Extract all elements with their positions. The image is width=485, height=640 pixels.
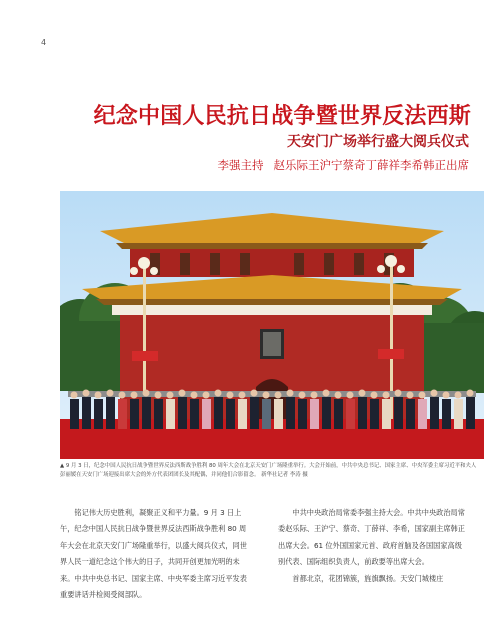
tiananmen-gate-photo [60, 191, 484, 459]
byline-host: 李强主持 [217, 158, 264, 172]
article-column-left [60, 505, 250, 603]
subheadline: 天安门广场举行盛大阅兵仪式 [287, 134, 469, 150]
byline-attendees: 赵乐际王沪宁蔡奇丁薛祥李希韩正出席 [273, 158, 469, 172]
paragraph: 铭记伟大历史胜利，凝聚正义和平力量。9 月 3 日上午，纪念中国人民抗日战争暨世界反法西斯战争胜利 80 周年大会在北京天安门广场隆重举行，以盛大阅兵仪式，同世界人民一道纪念这个伟大的日子，共同开创更加光明的未来。中共中央总书记、国家主席、中央军委主席习近平发表重要讲话并检阅受阅部队。 [60, 508, 247, 600]
headline: 纪念中国人民抗日战争暨世界反法西斯 [93, 104, 471, 129]
article-column-right [278, 505, 468, 587]
byline [218, 157, 470, 173]
tiananmen-gate-illustration [60, 191, 484, 459]
page-number: 4 [41, 38, 47, 47]
paragraph: 首都北京，花团锦簇，旌旗飘扬。天安门城楼庄 [292, 573, 444, 583]
photo-caption: ▲ 9 月 3 日，纪念中国人民抗日战争暨世界反法西斯战争胜利 80 周年大会在北京天安门广场隆重举行。大会开始前，中共中央总书记、国家主席、中央军委主席习近平和夫人彭丽媛在天安门广场迎接出席大会的外方代表团团长及其配偶，并同他们合影留念。 新华社记者 李涛 摄 [60, 463, 477, 478]
paragraph: 中共中央政治局常委李强主持大会。中共中央政治局常委赵乐际、王沪宁、蔡奇、丁薛祥、李希，国家副主席韩正出席大会。61 位外国国家元首、政府首脑及各国国家高级别代表、国际组织负责人，前政要等出席大会。 [278, 508, 465, 567]
